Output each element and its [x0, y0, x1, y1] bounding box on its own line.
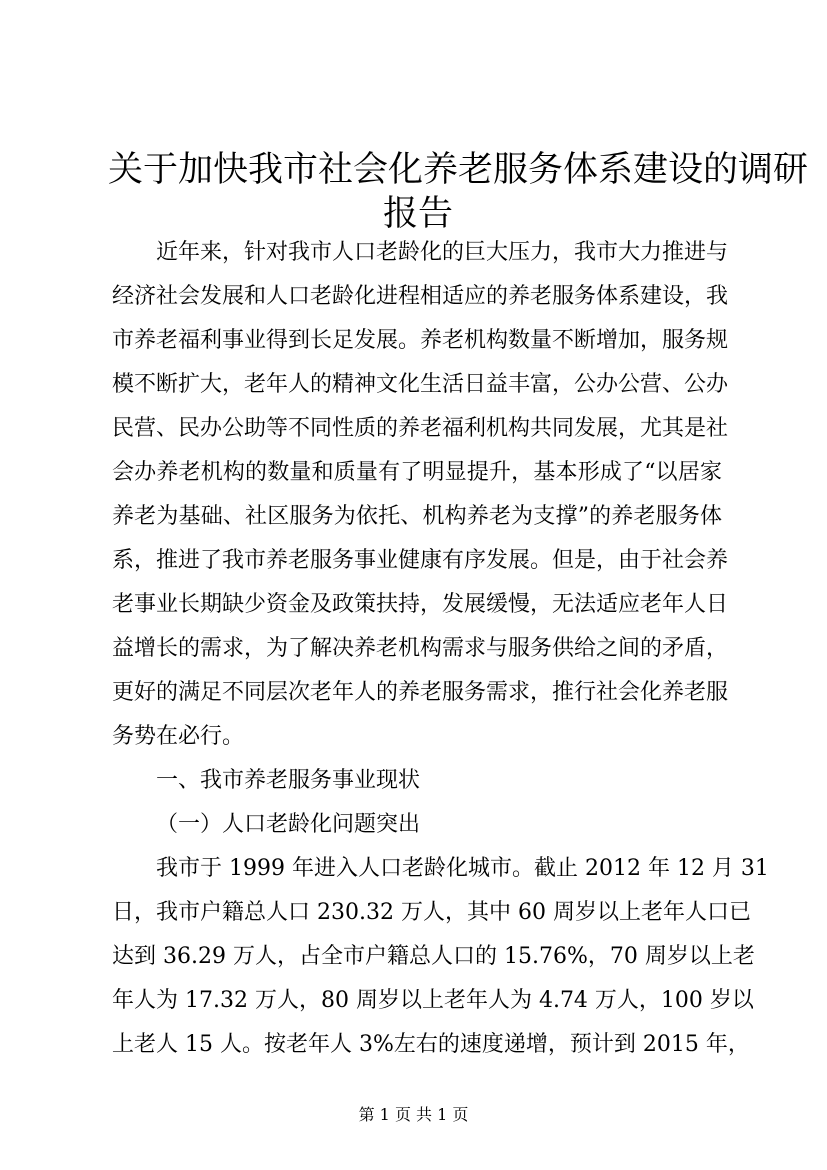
- paragraph-2-line: 达到 36.29 万人，占全市户籍总人口的 15.76%，70 周岁以上老: [112, 944, 755, 969]
- paragraph-1-line: 经济社会发展和人口老龄化进程相适应的养老服务体系建设，我: [112, 284, 729, 309]
- paragraph-2-line: 日，我市户籍总人口 230.32 万人，其中 60 周岁以上老年人口已: [112, 900, 751, 925]
- paragraph-1-line: 务势在必行。: [112, 724, 245, 749]
- paragraph-1-line: 益增长的需求，为了解决养老机构需求与服务供给之间的矛盾，: [112, 636, 729, 661]
- section-heading-1: 一、我市养老服务事业现状: [156, 768, 421, 793]
- paragraph-1-line: 会办养老机构的数量和质量有了明显提升，基本形成了“以居家: [112, 460, 722, 485]
- paragraph-1-line: 模不断扩大，老年人的精神文化生活日益丰富，公办公营、公办: [112, 372, 729, 397]
- paragraph-2-line: 年人为 17.32 万人，80 周岁以上老年人为 4.74 万人，100 岁以: [112, 988, 754, 1013]
- paragraph-1-line: 民营、民办公助等不同性质的养老福利机构共同发展，尤其是社: [112, 416, 729, 441]
- page-number-footer: 第 1 页 共 1 页: [358, 1105, 469, 1124]
- paragraph-1-line: 系，推进了我市养老服务事业健康有序发展。但是，由于社会养: [112, 548, 729, 573]
- paragraph-2-line: 我市于 1999 年进入人口老龄化城市。截止 2012 年 12 月 31: [156, 856, 769, 881]
- document-title-line-2: 报告: [382, 194, 453, 234]
- paragraph-1-line: 养老为基础、社区服务为依托、机构养老为支撑”的养老服务体: [112, 504, 722, 529]
- paragraph-1-line: 近年来，针对我市人口老龄化的巨大压力，我市大力推进与: [156, 240, 729, 265]
- paragraph-1-line: 更好的满足不同层次老年人的养老服务需求，推行社会化养老服: [112, 680, 729, 705]
- paragraph-1-line: 市养老福利事业得到长足发展。养老机构数量不断增加，服务规: [112, 328, 729, 353]
- paragraph-2-line: 上老人 15 人。按老年人 3%左右的速度递增，预计到 2015 年，: [112, 1032, 750, 1057]
- section-heading-2: （一）人口老龄化问题突出: [156, 812, 421, 837]
- document-title-line-1: 关于加快我市社会化养老服务体系建设的调研: [108, 150, 809, 190]
- paragraph-1-line: 老事业长期缺少资金及政策扶持，发展缓慢，无法适应老年人日: [112, 592, 729, 617]
